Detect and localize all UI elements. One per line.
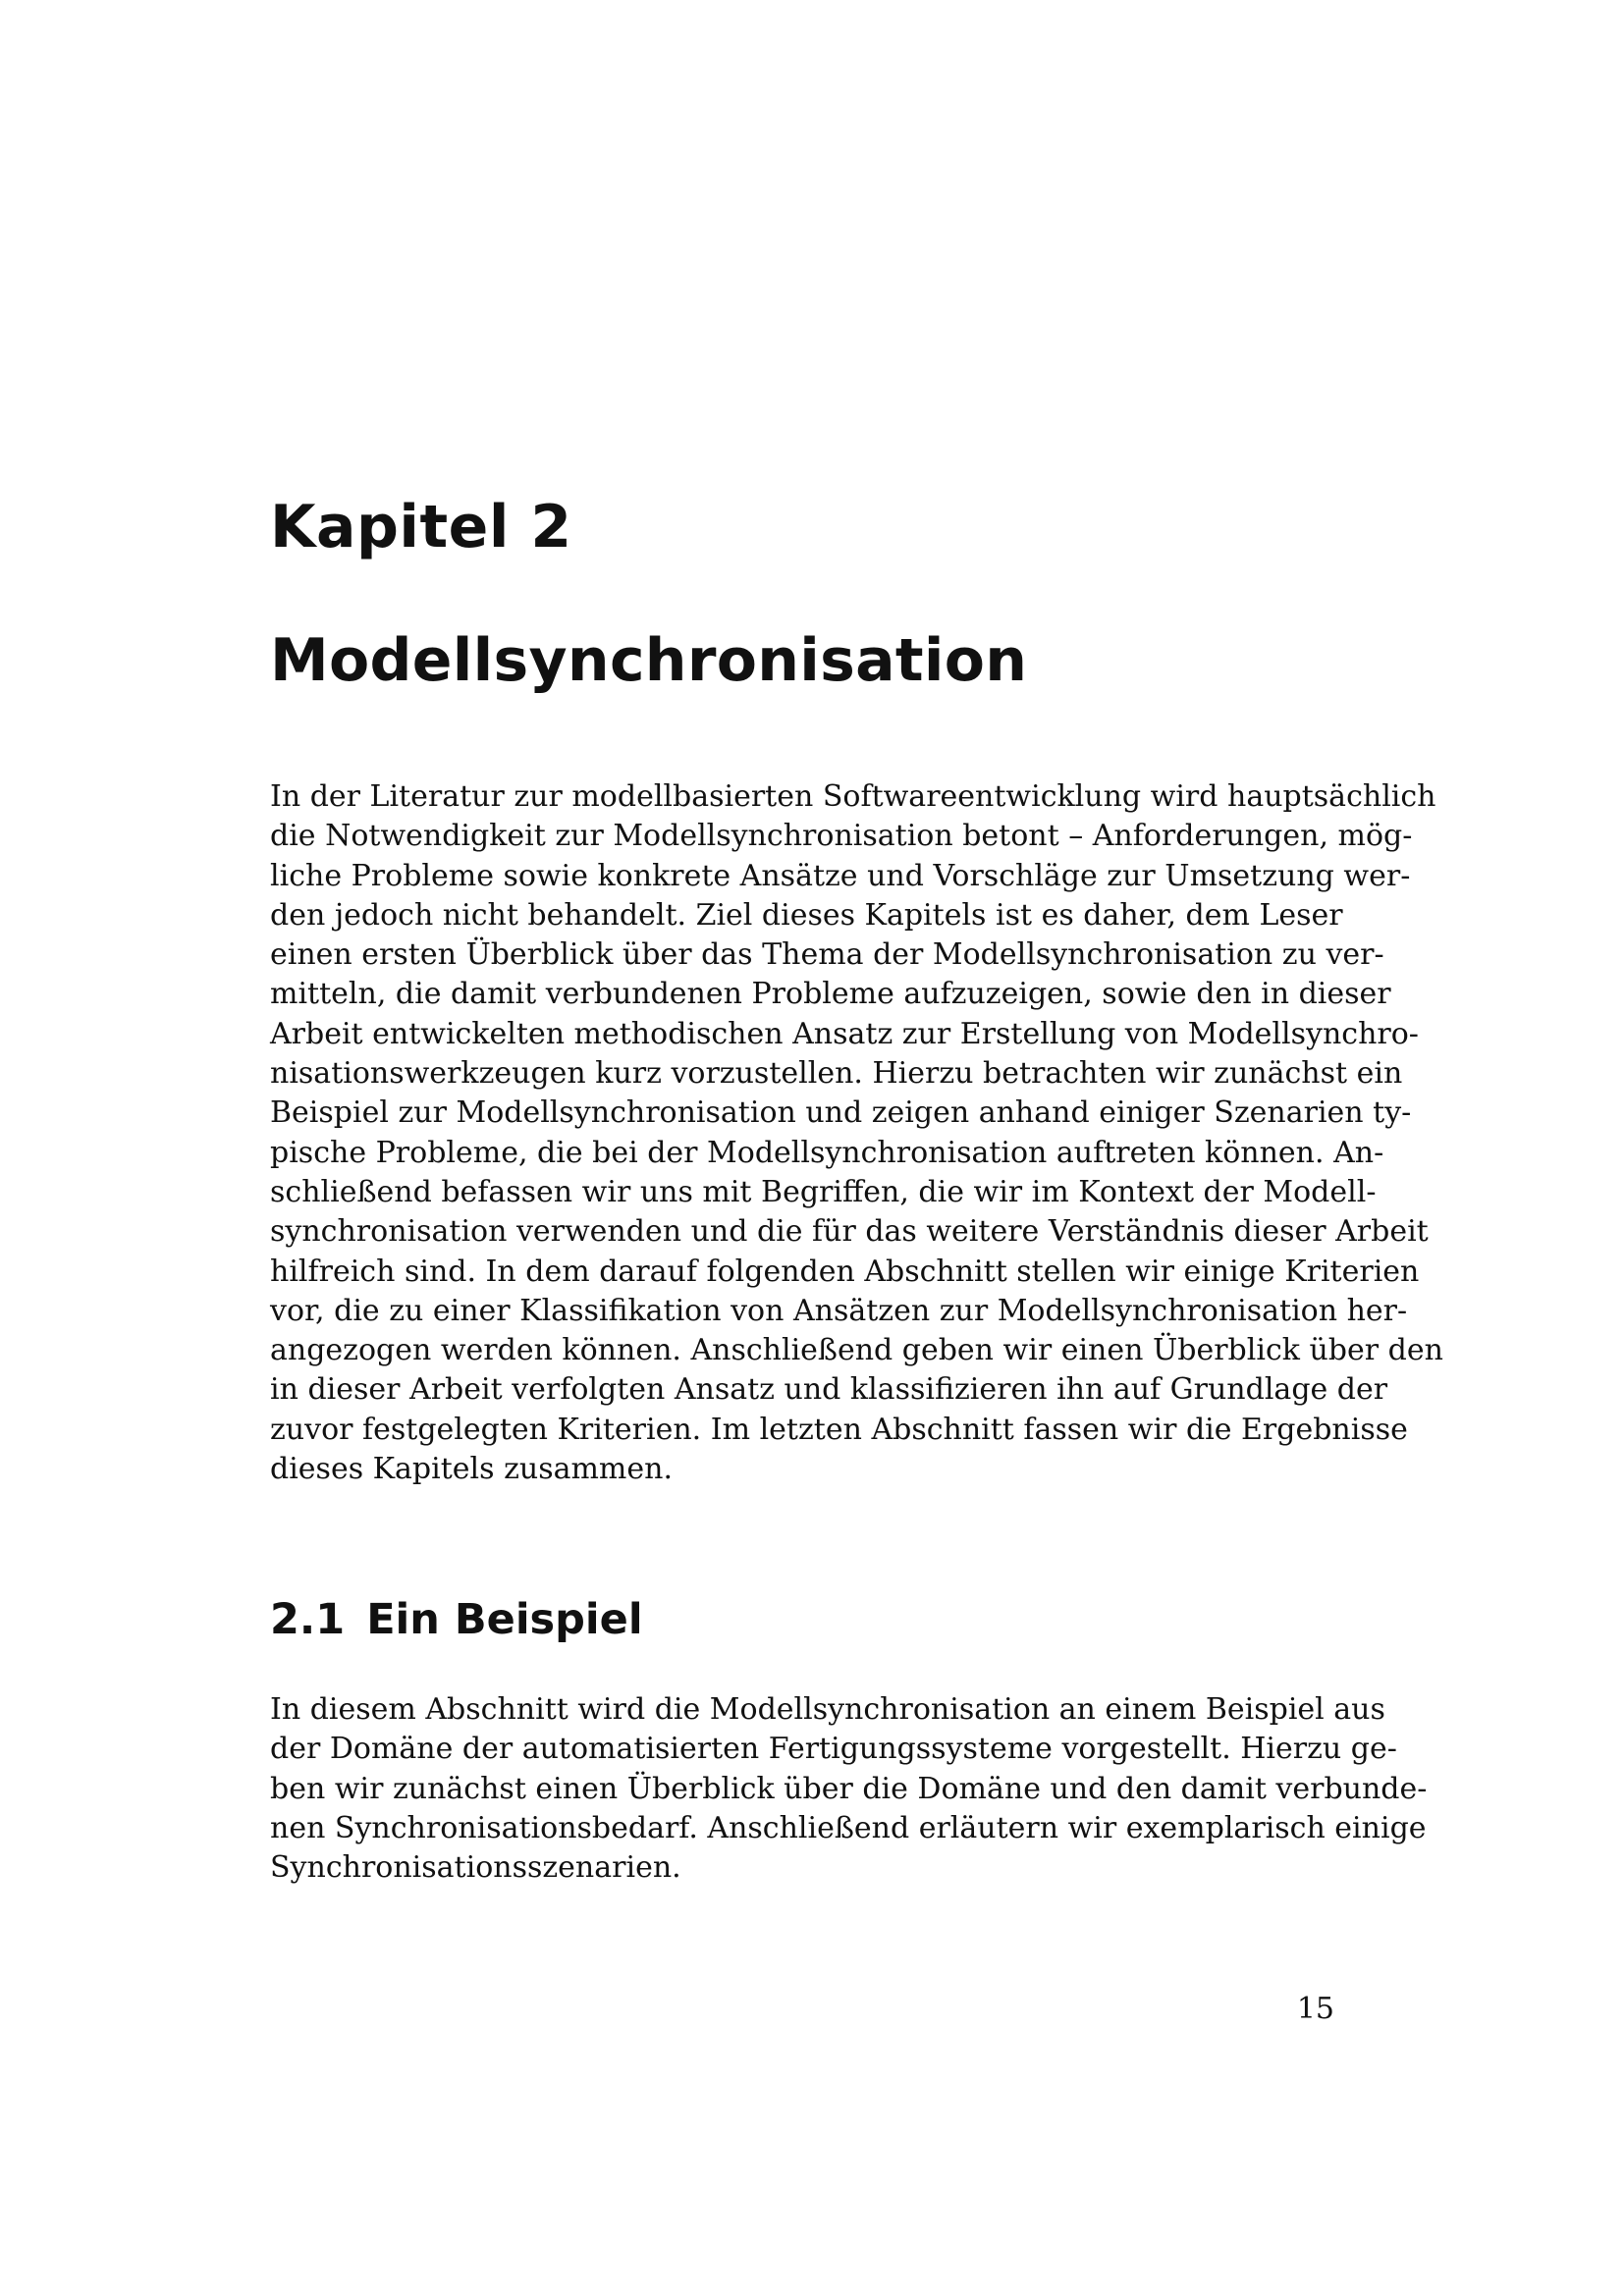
chapter-title: Modellsynchronisation — [270, 626, 1028, 695]
intro-line: zuvor festgelegten Kriterien. Im letzten Abschnitt fassen wir die Ergebnisse — [270, 1412, 1408, 1447]
intro-line: angezogen werden können. Anschließend geben wir einen Überblick über den — [270, 1333, 1443, 1368]
intro-line: In der Literatur zur modellbasierten Softwareentwicklung wird hauptsächlich — [270, 779, 1436, 814]
intro-line: pische Probleme, die bei der Modellsynchronisation auftreten können. An- — [270, 1135, 1384, 1170]
intro-line: Arbeit entwickelten methodischen Ansatz zur Erstellung von Modellsynchro- — [270, 1016, 1419, 1051]
intro-line: mitteln, die damit verbundenen Probleme aufzuzeigen, sowie den in dieser — [270, 977, 1391, 1012]
intro-line: den jedoch nicht behandelt. Ziel dieses Kapitels ist es daher, dem Leser — [270, 897, 1343, 933]
intro-line: in dieser Arbeit verfolgten Ansatz und klassifizieren ihn auf Grundlage der — [270, 1372, 1388, 1408]
intro-line: hilfreich sind. In dem darauf folgenden Abschnitt stellen wir einige Kriterien — [270, 1254, 1420, 1289]
section-line: In diesem Abschnitt wird die Modellsynchronisation an einem Beispiel aus — [270, 1692, 1385, 1727]
section-line: Synchronisationsszenarien. — [270, 1850, 681, 1886]
intro-line: Beispiel zur Modellsynchronisation und zeigen anhand einiger Szenarien ty- — [270, 1095, 1412, 1131]
section-number: 2.1 — [270, 1595, 346, 1644]
section-line: nen Synchronisationsbedarf. Anschließend erläutern wir exemplarisch einige — [270, 1810, 1427, 1845]
section-line: der Domäne der automatisierten Fertigungssysteme vorgestellt. Hierzu ge- — [270, 1732, 1397, 1767]
intro-line: die Notwendigkeit zur Modellsynchronisation betont – Anforderungen, mög- — [270, 819, 1413, 854]
section-line: ben wir zunächst einen Überblick über die Domäne und den damit verbunde- — [270, 1771, 1428, 1806]
page-number: 15 — [1296, 1992, 1334, 2026]
intro-line: einen ersten Überblick über das Thema der Modellsynchronisation zu ver- — [270, 937, 1384, 973]
intro-line: dieses Kapitels zusammen. — [270, 1452, 673, 1487]
intro-line: vor, die zu einer Klassifikation von Ansätzen zur Modellsynchronisation her- — [270, 1293, 1408, 1328]
intro-line: schließend befassen wir uns mit Begriffen, die wir im Kontext der Modell- — [270, 1174, 1377, 1209]
intro-paragraph — [270, 777, 1443, 1489]
section-paragraph — [270, 1690, 1428, 1888]
section-heading — [270, 1590, 643, 1649]
chapter-label: Kapitel 2 — [270, 493, 572, 561]
intro-line: nisationswerkzeugen kurz vorzustellen. Hierzu betrachten wir zunächst ein — [270, 1056, 1403, 1092]
intro-line: synchronisation verwenden und die für das weitere Verständnis dieser Arbeit — [270, 1214, 1429, 1250]
intro-line: liche Probleme sowie konkrete Ansätze und Vorschläge zur Umsetzung wer- — [270, 858, 1411, 893]
section-title: Ein Beispiel — [366, 1595, 643, 1644]
